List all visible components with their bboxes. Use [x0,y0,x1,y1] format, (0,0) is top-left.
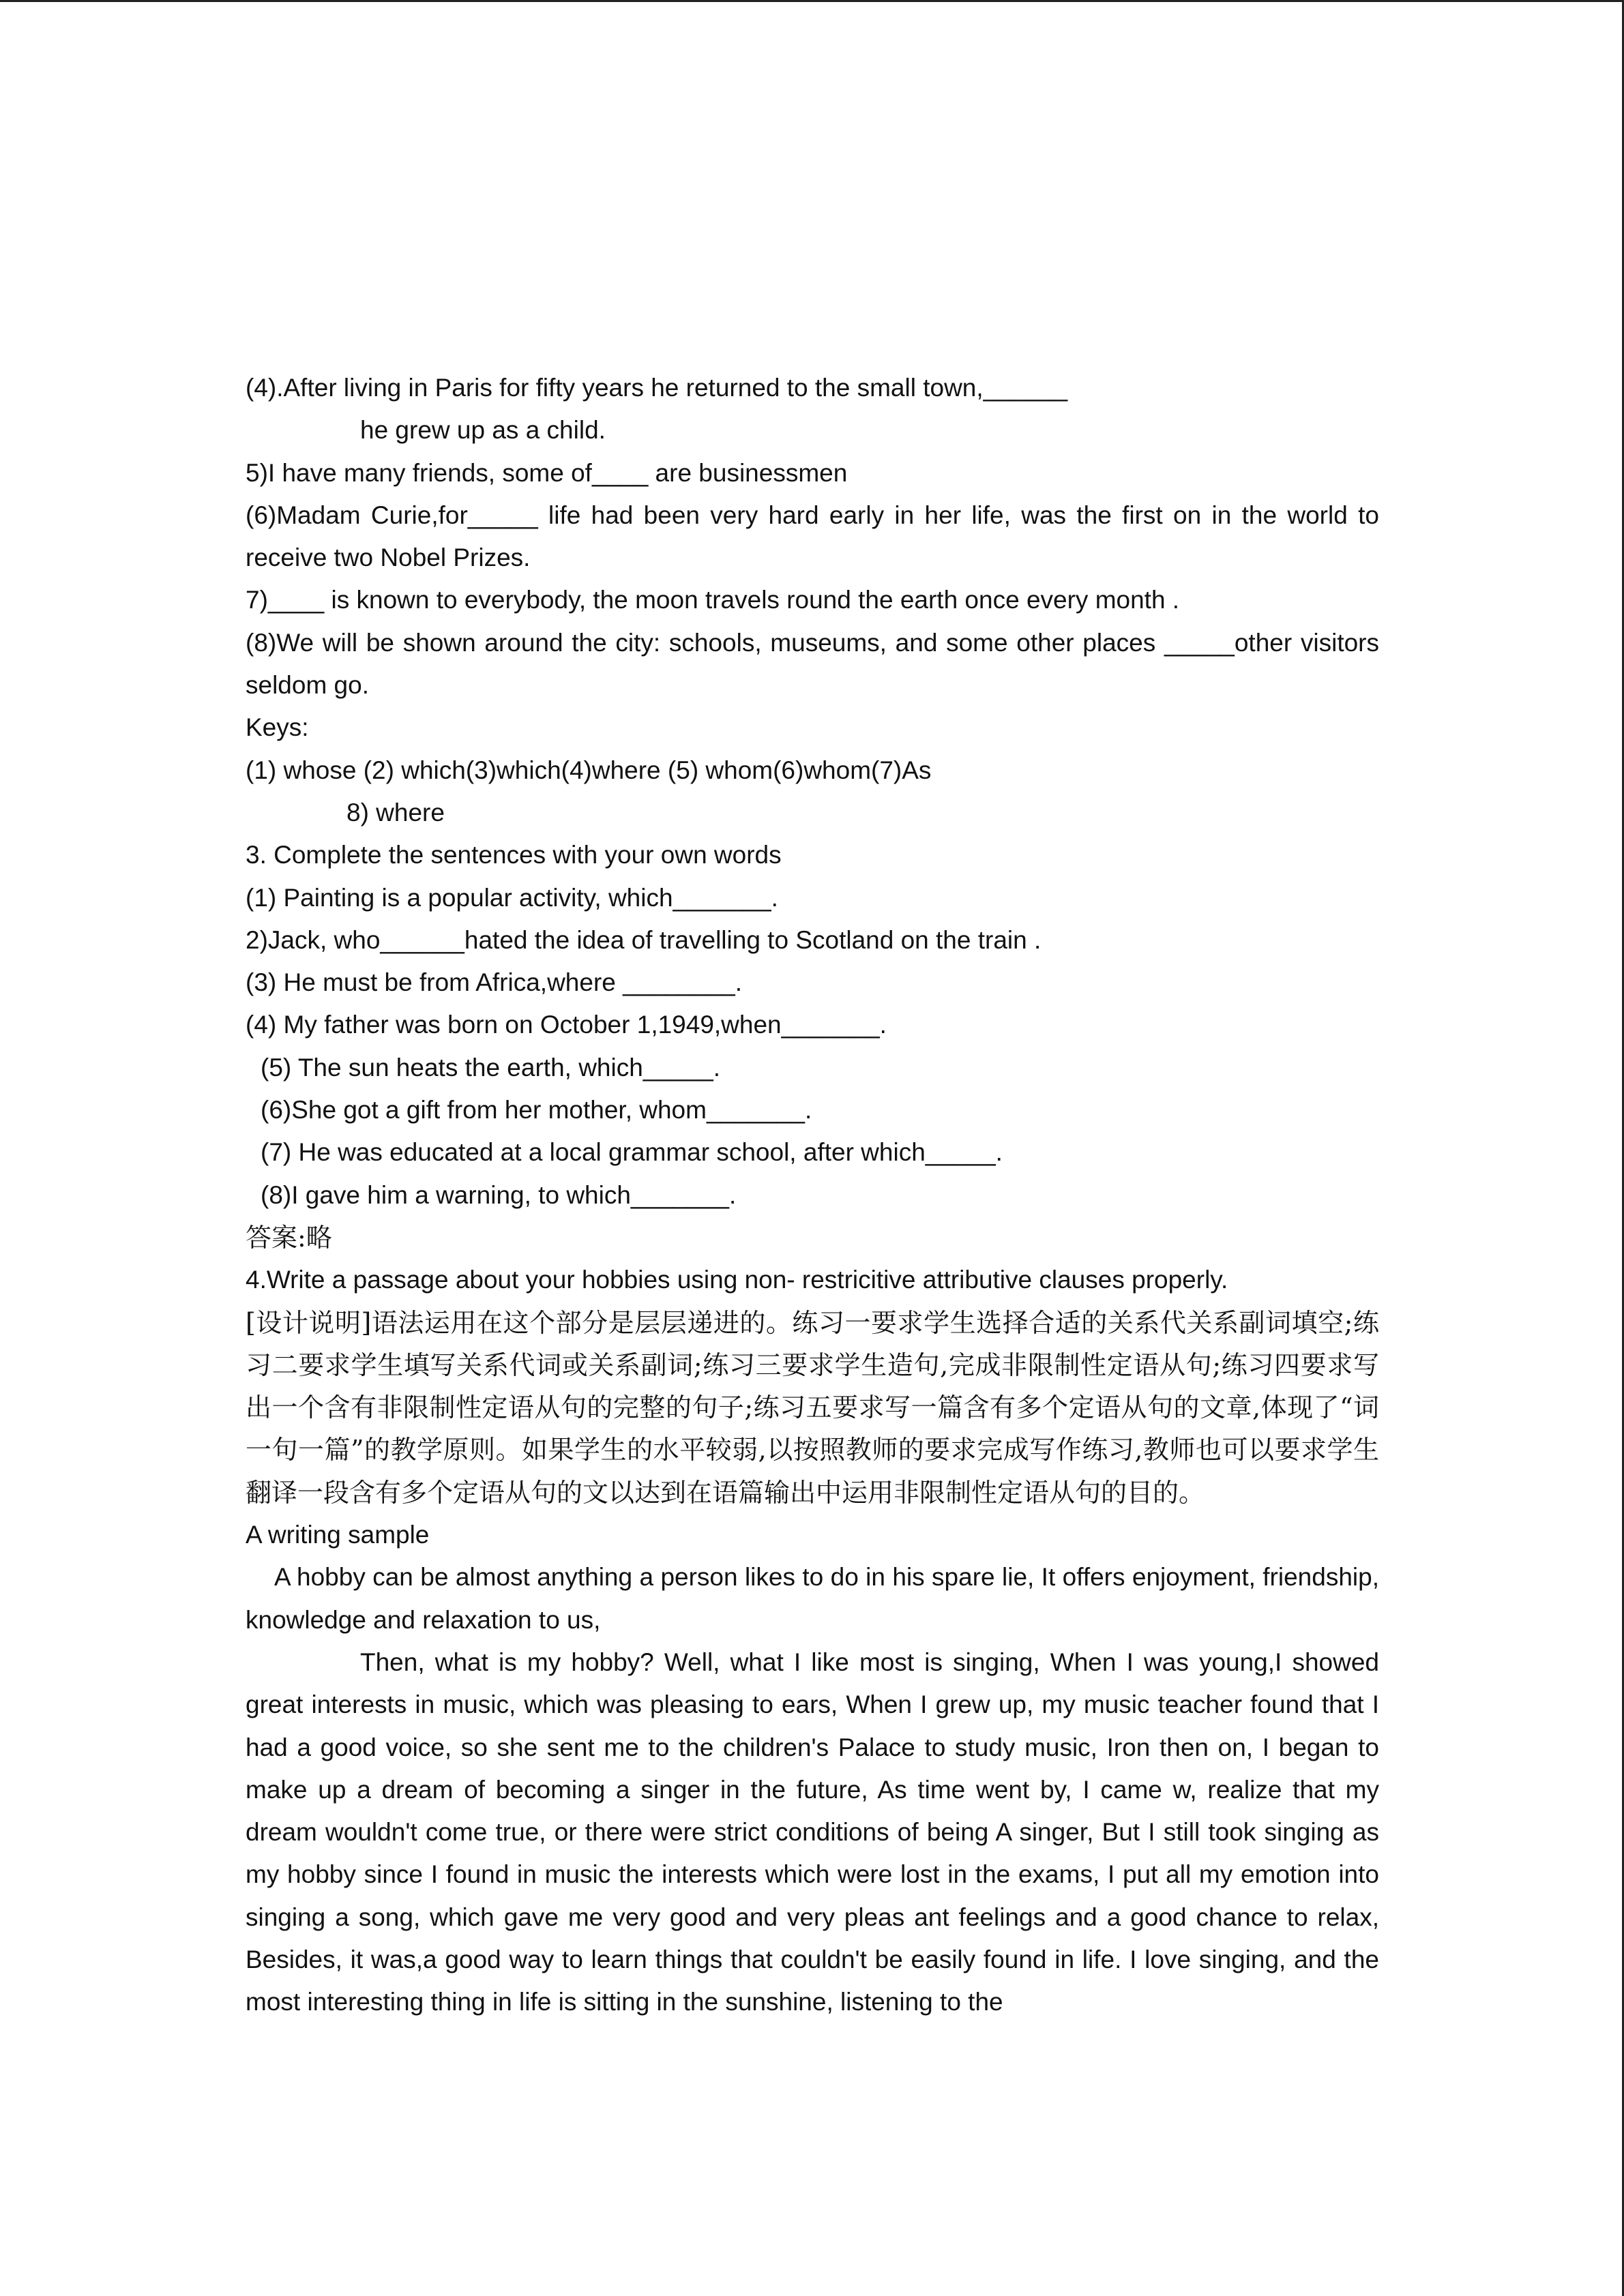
exercise2-q5: 5)I have many friends, some of____ are businessmen [246,458,848,487]
page-top-border [0,0,1624,2]
exercise3-item: (3) He must be from Africa,where ________. [246,968,743,997]
exercise3-item: (8)I gave him a warning, to which_______. [261,1180,737,1209]
exercise3-answer: 答案:略 [246,1222,332,1253]
exercise2-q4-line2: he grew up as a child. [360,416,606,445]
writing-sample-heading: A writing sample [246,1521,430,1549]
exercise3-heading: 3. Complete the sentences with your own words [246,841,782,869]
exercise3-item: (6)She got a gift from her mother, whom_______. [261,1096,812,1124]
keys-line2: 8) where [346,798,445,826]
exercise3-item: (5) The sun heats the earth, which_____. [261,1053,720,1082]
exercise4-heading: 4.Write a passage about your hobbies using non- restricitive attributive clauses properly. [246,1266,1228,1294]
design-note: [设计说明]语法运用在这个部分是层层递进的。练习一要求学生选择合适的关系代关系副词填空;练习二要求学生填写关系代词或关系副词;练习三要求学生造句,完成非限制性定语从句;练习四要求写出一个含有非限制性定语从句的完整的句子;练习五要求写一篇含有多个定语从句的文章,体现了“词一句一篇”的教学原则。如果学生的水平较弱,以按照教师的要求完成写作练习,教师也可以要求学生翻译一段含有多个定语从句的文以达到在语篇输出中运用非限制性定语从句的目的。 [246,1307,1379,1508]
exercise2-q7: 7)____ is known to everybody, the moon travels round the earth once every month . [246,586,1180,614]
exercise3-item: (4) My father was born on October 1,1949,when_______. [246,1011,887,1039]
keys-label: Keys: [246,713,309,742]
writing-sample-paragraph-1: A hobby can be almost anything a person likes to do in his spare lie, It offers enjoyment, friendship, knowledge and relaxation to us, [246,1563,1379,1634]
exercise2-q6: (6)Madam Curie,for_____ life had been very hard early in her life, was the first on in the world to receive two Nobel Prizes. [246,501,1379,572]
document-page [246,367,1379,2024]
exercise3-item: (1) Painting is a popular activity, which_______. [246,883,778,912]
exercise3-item: (7) He was educated at a local grammar school, after which_____. [261,1138,1003,1167]
exercise2-q4-line1: (4).After living in Paris for fifty years he returned to the small town,______ [246,374,1068,402]
writing-sample-paragraph-2: Then, what is my hobby? Well, what I like most is singing, When I was young,I showed great interests in music, which was pleasing to ears, When I grew up, my music teacher found that I had a good voice, so she sent me to the children's Palace to study music, Iron then on, I began to make up a dream of becoming a singer in the future, As time went by, I came w, realize that my dream wouldn't come true, or there were strict conditions of being A singer, But I still took singing as my hobby since I found in music the interests which were lost in the exams, I put all my emotion into singing a song, which gave me very good and very pleas ant feelings and a good chance to relax, Besides, it was,a good way to learn things that couldn't be easily found in life. I love singing, and the most interesting thing in life is sitting in the sunshine, listening to the [246,1648,1379,2016]
keys-line1: (1) whose (2) which(3)which(4)where (5) whom(6)whom(7)As [246,756,932,784]
exercise2-q8: (8)We will be shown around the city: schools, museums, and some other places _____other visitors seldom go. [246,628,1379,700]
exercise3-item: 2)Jack, who______hated the idea of travelling to Scotland on the train . [246,925,1042,954]
